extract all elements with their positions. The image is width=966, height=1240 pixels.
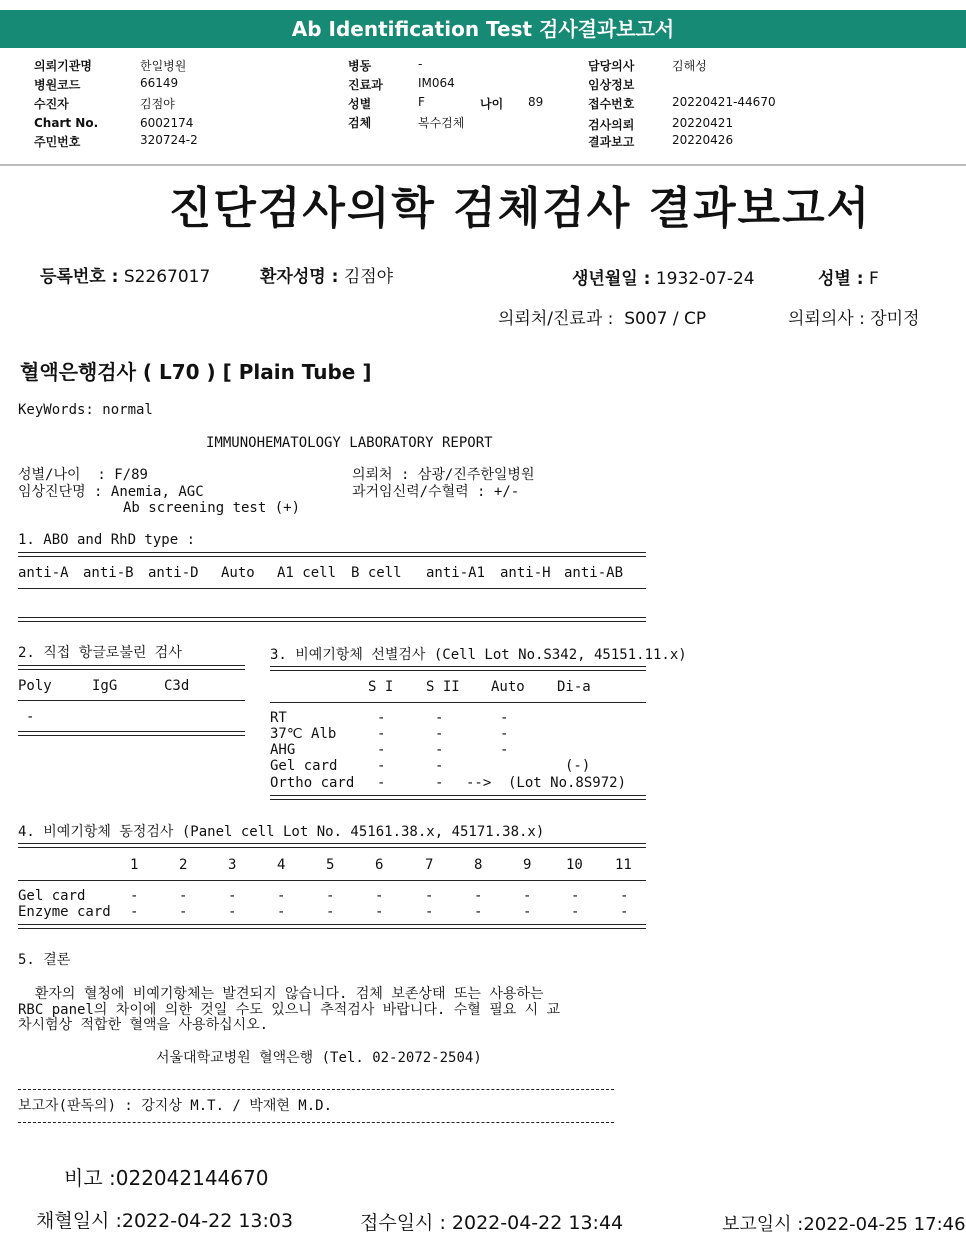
s1-col: anti-AB [564, 565, 624, 581]
info-age [480, 95, 503, 112]
info-label: 나이 [480, 97, 504, 111]
info-label: Chart No. [34, 116, 99, 130]
s4-cell: - [375, 888, 384, 904]
s1-col: Auto [221, 565, 255, 581]
s3-row-label: AHG [270, 742, 296, 758]
diagnosis-2: Ab screening test (+) [123, 500, 301, 516]
collect-value: 2022-04-22 13:03 [121, 1210, 294, 1232]
s4-cell: - [571, 904, 580, 920]
double-rule [18, 924, 646, 929]
info-report-date [588, 133, 634, 150]
info-value: 20220421 [672, 116, 734, 130]
collect-time [36, 1206, 293, 1233]
s3-cell: - [435, 775, 444, 791]
name-label: 환자성명 : [260, 267, 339, 287]
note-label: 비고 : [64, 1166, 116, 1190]
single-rule [18, 1089, 614, 1090]
receive-value: 2022-04-22 13:44 [451, 1212, 624, 1234]
info-label: 임상정보 [588, 78, 635, 92]
s4-cell: - [326, 904, 335, 920]
reg-value: S2267017 [123, 267, 211, 287]
info-hospital-code [34, 76, 80, 93]
note-value: 022042144670 [115, 1166, 269, 1190]
s4-col: 2 [179, 857, 188, 873]
info-value: 66149 [140, 76, 179, 90]
s1-col: anti-A [18, 565, 69, 581]
s4-col: 7 [425, 857, 434, 873]
s3-cell: - [377, 726, 386, 742]
info-label: 주민번호 [34, 135, 81, 149]
info-value: 김해성 [672, 59, 707, 73]
referrer: 의뢰처 : 삼광/진주한일병원 [352, 467, 535, 483]
s3-col: Di-a [557, 679, 591, 695]
s4-cell: - [130, 888, 139, 904]
reg-number [40, 262, 210, 287]
s1-col: A1 cell [277, 565, 337, 581]
conclusion-line: 환자의 혈청에 비예기항체는 발견되지 않습니다. 검체 보존상태 또는 사용하는 [18, 986, 544, 1002]
s4-col: 1 [130, 857, 139, 873]
s3-row-label: Ortho card [270, 775, 355, 791]
report-value: 2022-04-25 17:46 [803, 1214, 966, 1235]
s4-cell: - [523, 904, 532, 920]
s4-cell: - [179, 904, 188, 920]
patient-name [260, 262, 393, 287]
single-rule [18, 588, 646, 589]
top-banner [0, 0, 966, 58]
info-receipt-no [588, 95, 634, 112]
section-title: 혈액은행검사 ( L70 ) [ Plain Tube ] [20, 360, 372, 384]
info-label: 수진자 [34, 97, 69, 111]
s1-col: anti-A1 [426, 565, 486, 581]
info-chart-no [34, 116, 98, 130]
info-label: 병동 [348, 59, 372, 73]
s4-cell: - [474, 904, 483, 920]
reg-label: 등록번호 : [40, 267, 119, 287]
info-value: 김점야 [140, 97, 175, 111]
collect-label: 채혈일시 : [36, 1210, 122, 1232]
s4-cell: - [425, 904, 434, 920]
s4-cell: - [620, 888, 629, 904]
conclusion-line: 차시험상 적합한 혈액을 사용하십시오. [18, 1017, 269, 1033]
s3-cell: - [500, 710, 509, 726]
info-value: 6002174 [140, 116, 194, 130]
ordering-doctor [788, 304, 920, 329]
info-id-number [34, 133, 80, 150]
dept [498, 304, 706, 329]
s3-cell: - [500, 742, 509, 758]
s4-cell: - [326, 888, 335, 904]
name-value: 김점야 [343, 267, 394, 287]
double-rule [18, 843, 646, 848]
conclusion-line: RBC panel의 차이에 의한 것일 수도 있으니 추적검사 바랍니다. 수혈 필요 시 교 [18, 1002, 561, 1018]
double-rule [18, 731, 245, 736]
s3-cell: --> [466, 775, 492, 791]
dob-label: 생년월일 : [572, 269, 651, 289]
info-value: - [418, 57, 423, 71]
info-value: 20220421-44670 [672, 95, 776, 109]
dept-label: 의뢰처/진료과 : [498, 309, 614, 329]
double-rule [270, 666, 646, 671]
lab-heading: IMMUNOHEMATOLOGY LABORATORY REPORT [206, 435, 493, 451]
info-value: 20220426 [672, 133, 734, 147]
s3-cell: - [435, 742, 444, 758]
info-request-date [588, 116, 634, 133]
divider [0, 164, 966, 166]
info-value: IM064 [418, 76, 455, 90]
s4-cell: - [179, 888, 188, 904]
s4-cell: - [277, 888, 286, 904]
s4-cell: - [375, 904, 384, 920]
s3-row-label: 37℃ Alb [270, 726, 337, 742]
s3-cell: (Lot No.8S972) [508, 775, 627, 791]
dept-value: S007 / CP [624, 309, 707, 329]
s3-cell: - [435, 726, 444, 742]
info-label: 접수번호 [588, 97, 635, 111]
info-label: 성별 [348, 97, 372, 111]
s3-cell: - [377, 758, 386, 774]
s4-col: 4 [277, 857, 286, 873]
s4-cell: - [228, 904, 237, 920]
s3-col: S I [368, 679, 394, 695]
s5-title: 5. 결론 [18, 952, 71, 968]
s4-cell: - [523, 888, 532, 904]
info-label: 병원코드 [34, 78, 81, 92]
s4-title: 4. 비예기항체 동정검사 (Panel cell Lot No. 45161.38.x, 45171.38.x) [18, 824, 545, 840]
s2-value: - [26, 709, 35, 725]
info-sex [348, 95, 371, 112]
double-rule [18, 665, 245, 670]
info-label: 담당의사 [588, 59, 635, 73]
keywords: KeyWords: normal [18, 402, 153, 418]
receive-label: 접수일시 : [360, 1212, 446, 1234]
s3-col: Auto [491, 679, 525, 695]
info-value: 복수검체 [418, 116, 465, 130]
doctor-label: 의뢰의사 : [788, 309, 865, 329]
double-rule [18, 617, 646, 622]
info-specimen [348, 114, 371, 131]
single-rule [18, 880, 646, 881]
s4-cell: - [620, 904, 629, 920]
s2-title: 2. 직접 항글로불린 검사 [18, 645, 182, 661]
s4-cell: - [571, 888, 580, 904]
s4-cell: - [277, 904, 286, 920]
birth-date [572, 264, 755, 289]
sex-label: 성별 : [818, 269, 864, 289]
s3-cell: - [377, 775, 386, 791]
double-rule [18, 552, 646, 557]
s3-cell: - [435, 710, 444, 726]
s4-col: 10 [566, 857, 583, 873]
single-rule [18, 1122, 614, 1123]
receive-time [360, 1208, 623, 1235]
s3-col: S II [426, 679, 460, 695]
info-label: 의뢰기관명 [34, 59, 92, 73]
info-label: 진료과 [348, 78, 383, 92]
diagnosis: 임상진단명 : Anemia, AGC [18, 484, 204, 500]
dob-value: 1932-07-24 [655, 269, 755, 289]
s3-cell: (-) [565, 758, 591, 774]
info-value: 한일병원 [140, 59, 187, 73]
s4-cell: - [474, 888, 483, 904]
s4-cell: - [228, 888, 237, 904]
s2-col: IgG [92, 678, 118, 694]
s1-col: anti-B [83, 565, 134, 581]
s3-row-label: RT [270, 710, 287, 726]
sex-value: F [868, 269, 879, 289]
hospital-contact: 서울대학교병원 혈액은행 (Tel. 02-2072-2504) [156, 1050, 482, 1066]
s1-col: anti-D [148, 565, 199, 581]
s4-col: 3 [228, 857, 237, 873]
s4-row-label: Gel card [18, 888, 86, 904]
s4-col: 6 [375, 857, 384, 873]
s4-col: 8 [474, 857, 483, 873]
s2-col: C3d [164, 678, 190, 694]
s1-col: anti-H [500, 565, 551, 581]
report-title: 진단검사의학 검체검사 결과보고서 [168, 183, 872, 234]
note [64, 1162, 268, 1191]
s1-title: 1. ABO and RhD type : [18, 532, 196, 548]
s4-col: 9 [523, 857, 532, 873]
info-patient [34, 95, 69, 112]
info-label: 결과보고 [588, 135, 635, 149]
s4-row-label: Enzyme card [18, 904, 111, 920]
info-value: F [418, 95, 425, 109]
single-rule [18, 700, 245, 701]
doctor-value: 장미정 [870, 309, 920, 329]
s1-col: B cell [351, 565, 402, 581]
s3-cell: - [377, 710, 386, 726]
info-value: 89 [528, 95, 544, 109]
info-department [348, 76, 383, 93]
info-label: 검사의뢰 [588, 118, 635, 132]
s3-row-label: Gel card [270, 758, 338, 774]
report-label: 보고일시 : [722, 1214, 804, 1235]
s4-col: 5 [326, 857, 335, 873]
s4-cell: - [130, 904, 139, 920]
info-hospital-name [34, 57, 92, 74]
banner-title: Ab Identification Test 검사결과보고서 [291, 17, 675, 41]
info-clinical [588, 76, 634, 93]
double-rule [270, 795, 646, 800]
sex [818, 264, 879, 289]
info-ward [348, 57, 371, 74]
report-time [722, 1210, 966, 1236]
sex-age: 성별/나이 : F/89 [18, 467, 148, 483]
s2-col: Poly [18, 678, 52, 694]
reporter: 보고자(판독의) : 강지상 M.T. / 박재현 M.D. [18, 1098, 333, 1114]
info-label: 검체 [348, 116, 372, 130]
s3-title: 3. 비예기항체 선별검사 (Cell Lot No.S342, 45151.11.x) [270, 647, 687, 663]
s3-cell: - [435, 758, 444, 774]
s4-col: 11 [615, 857, 632, 873]
s3-cell: - [377, 742, 386, 758]
info-physician [588, 57, 634, 74]
info-value: 320724-2 [140, 133, 198, 147]
s4-cell: - [425, 888, 434, 904]
s3-cell: - [500, 726, 509, 742]
single-rule [270, 702, 646, 703]
transfusion-history: 과거임신력/수혈력 : +/- [352, 484, 520, 500]
